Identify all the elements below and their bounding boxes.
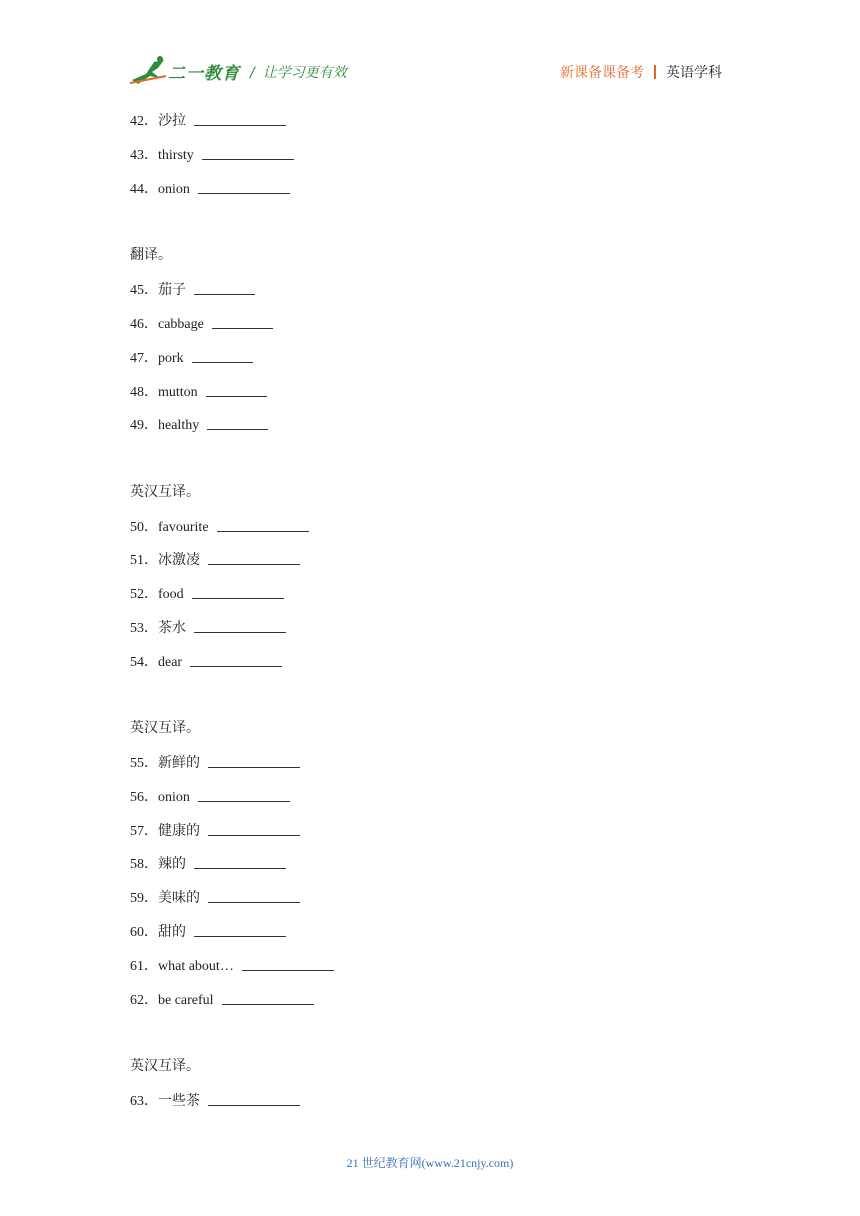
- question-number: 56．: [130, 790, 158, 805]
- question-term: 甜的: [158, 925, 186, 940]
- answer-blank[interactable]: [198, 787, 290, 802]
- question-number: 60．: [130, 925, 158, 940]
- runner-icon: [130, 56, 170, 88]
- question-58: [130, 854, 286, 875]
- section-title: 英汉互译。: [130, 485, 200, 500]
- slogan-divider: /: [250, 65, 255, 81]
- answer-blank[interactable]: [194, 618, 286, 633]
- question-57: [130, 821, 300, 842]
- question-number: 54．: [130, 655, 158, 670]
- answer-blank[interactable]: [194, 111, 286, 126]
- course-label: 新课备课备考: [560, 65, 644, 81]
- question-59: [130, 888, 300, 909]
- question-term: 新鲜的: [158, 756, 200, 771]
- header-divider: [654, 65, 656, 79]
- question-48: [130, 382, 267, 403]
- question-term: healthy: [158, 418, 200, 433]
- question-43: [130, 145, 294, 166]
- question-46: [130, 314, 273, 335]
- question-62: [130, 990, 314, 1011]
- question-number: 61．: [130, 959, 158, 974]
- question-term: 沙拉: [158, 114, 186, 129]
- question-number: 46．: [130, 317, 158, 332]
- question-term: onion: [158, 790, 190, 805]
- question-56: [130, 787, 290, 808]
- question-47: [130, 348, 253, 369]
- question-term: onion: [158, 182, 190, 197]
- section-title: 英汉互译。: [130, 1059, 200, 1074]
- page-footer: 21 世纪教育网(www.21cnjy.com): [346, 1156, 514, 1170]
- question-number: 43．: [130, 148, 158, 163]
- answer-blank[interactable]: [222, 990, 314, 1005]
- question-number: 57．: [130, 824, 158, 839]
- question-42: [130, 111, 286, 132]
- question-term: food: [158, 587, 184, 602]
- question-number: 45．: [130, 283, 158, 298]
- answer-blank[interactable]: [206, 382, 267, 397]
- question-63: [130, 1091, 300, 1112]
- question-number: 58．: [130, 857, 158, 872]
- question-term: dear: [158, 655, 183, 670]
- question-55: [130, 753, 300, 774]
- question-term: 茄子: [158, 283, 186, 298]
- answer-blank[interactable]: [242, 956, 334, 971]
- question-number: 59．: [130, 891, 158, 906]
- answer-blank[interactable]: [217, 517, 309, 532]
- question-number: 63．: [130, 1094, 158, 1109]
- answer-blank[interactable]: [208, 550, 300, 565]
- question-number: 62．: [130, 993, 158, 1008]
- subject-label: 英语学科: [666, 65, 722, 81]
- question-term: 美味的: [158, 891, 200, 906]
- page-header: [0, 0, 860, 100]
- question-term: thirsty: [158, 148, 194, 163]
- question-49: [130, 415, 268, 436]
- question-number: 50．: [130, 520, 158, 535]
- question-number: 49．: [130, 418, 158, 433]
- answer-blank[interactable]: [208, 888, 300, 903]
- question-number: 52．: [130, 587, 158, 602]
- question-54: [130, 652, 282, 673]
- question-number: 53．: [130, 621, 158, 636]
- answer-blank[interactable]: [208, 821, 300, 836]
- question-term: 茶水: [158, 621, 186, 636]
- slogan: [250, 62, 347, 82]
- question-number: 55．: [130, 756, 158, 771]
- question-term: favourite: [158, 520, 209, 535]
- question-number: 48．: [130, 385, 158, 400]
- answer-blank[interactable]: [194, 280, 255, 295]
- slogan-text: 让学习更有效: [262, 65, 347, 81]
- question-term: pork: [158, 351, 184, 366]
- answer-blank[interactable]: [212, 314, 273, 329]
- answer-blank[interactable]: [192, 584, 284, 599]
- section-title: 英汉互译。: [130, 721, 200, 736]
- question-45: [130, 280, 255, 301]
- answer-blank[interactable]: [190, 652, 282, 667]
- question-number: 44．: [130, 182, 158, 197]
- question-term: cabbage: [158, 317, 204, 332]
- answer-blank[interactable]: [198, 179, 290, 194]
- answer-blank[interactable]: [208, 1091, 300, 1106]
- answer-blank[interactable]: [202, 145, 294, 160]
- question-term: 健康的: [158, 824, 200, 839]
- question-term: 一些茶: [158, 1094, 200, 1109]
- section-title: 翻译。: [130, 248, 172, 263]
- question-term: 辣的: [158, 857, 186, 872]
- question-number: 42．: [130, 114, 158, 129]
- header-course-info: [560, 62, 722, 82]
- brand-name: 二一教育: [168, 64, 240, 84]
- question-61: [130, 956, 334, 977]
- question-term: 冰激凌: [158, 553, 200, 568]
- question-number: 47．: [130, 351, 158, 366]
- answer-blank[interactable]: [207, 415, 268, 430]
- question-51: [130, 550, 300, 571]
- answer-blank[interactable]: [192, 348, 253, 363]
- answer-blank[interactable]: [208, 753, 300, 768]
- question-50: [130, 517, 309, 538]
- question-53: [130, 618, 286, 639]
- question-52: [130, 584, 284, 605]
- question-term: mutton: [158, 385, 198, 400]
- brand-logo: [130, 56, 240, 88]
- question-44: [130, 179, 290, 200]
- question-term: be careful: [158, 993, 214, 1008]
- answer-blank[interactable]: [194, 922, 286, 937]
- question-term: what about…: [158, 959, 234, 974]
- question-number: 51．: [130, 553, 158, 568]
- answer-blank[interactable]: [194, 854, 286, 869]
- question-60: [130, 922, 286, 943]
